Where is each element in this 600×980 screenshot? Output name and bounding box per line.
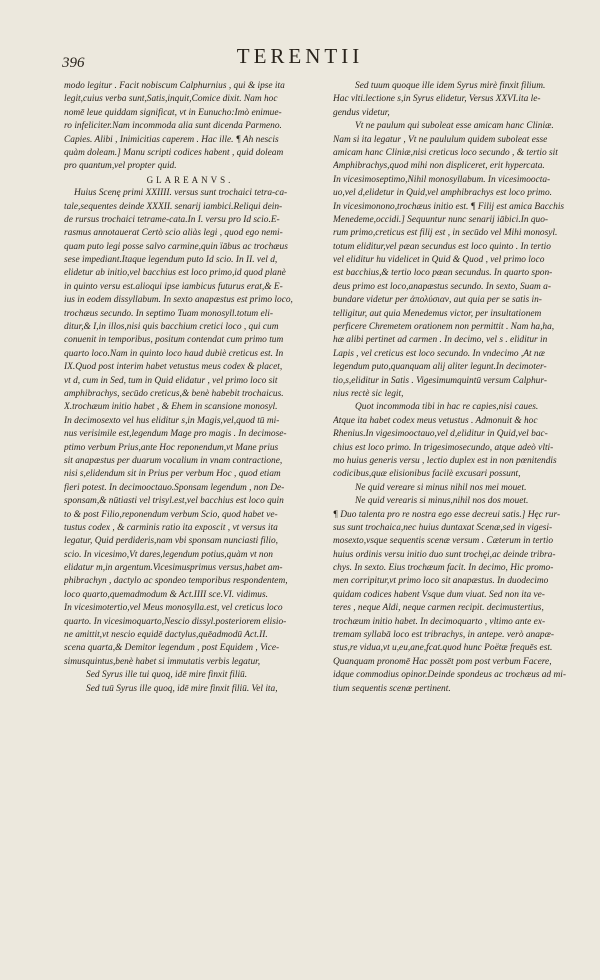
verse-line: Ne quid verearis si minus,nihil nos dos mouet. xyxy=(355,496,529,507)
text-line: loco quarto,quemadmodum & Act.IIII sce.VI. vidimus. xyxy=(64,589,268,600)
text-line: legit,cuius verba sunt,Satis,inquit,Comice dixit. Nam hoc xyxy=(64,94,278,105)
right-column xyxy=(333,80,595,696)
text-line: legatur, Quid perdideris,nam vbi sponsam nunciasti filio, xyxy=(64,536,278,547)
text-line: chius est loco primo. In trigesimosecundo, atque adeò vlti- xyxy=(333,442,554,453)
text-line: idque commodius opinor.Deinde spondeus ac trochæus ad mi- xyxy=(333,670,566,681)
text-line: fieri potest. In decimooctauo.Sponsam legendum , non De- xyxy=(64,482,285,493)
text-line: amphibrachys, secūdo creticus,& benè habebit trochaicus. xyxy=(64,388,284,399)
text-line: In vicesimoseptimo,Nihil monosyllabum. In vicesimoocta- xyxy=(333,174,551,185)
page-number: 396 xyxy=(62,55,85,71)
text-line: in quinto versu est.alioqui ipse iambicus futurus erat,& E- xyxy=(64,281,283,292)
text-line: scio. In vicesimo,Vt dares,legendum potius,quàm vt non xyxy=(64,549,273,560)
section-heading: GLAREANVS. xyxy=(146,174,234,185)
text-line: gendus videtur, xyxy=(333,107,390,118)
text-line: legendum puto,quanquam alij aliter legunt.In decimoter- xyxy=(333,362,547,373)
text-line: Menedeme,occidi.] Sequuntur nunc senarij iābici.In quo- xyxy=(333,214,549,225)
verse-line: Ne quid vereare si minus nihil nos mei mouet. xyxy=(355,482,527,493)
text-line: sus sunt trochaica,nec huius duntaxat Scenæ,sed in vigesi- xyxy=(333,522,553,533)
text-line: Huius Scenę primi XXIIII. versus sunt trochaici tetra-ca- xyxy=(74,188,288,199)
text-line: Atque ita habet codex meus vetustus . Admonuit & hoc xyxy=(333,415,538,426)
text-line: huius ordinis versu initio duo sunt trochęi,ac deinde tribra- xyxy=(333,549,556,560)
text-line: X.trochæum initio habet , & Ehem in scansione monosyl. xyxy=(64,402,278,413)
text-line: nomē leue quiddam significat, vt in Eunucho:Imò enimue- xyxy=(64,107,282,118)
text-line: In vicesimonono,trochæus initio est. ¶ Filij est amica Bacchis xyxy=(333,201,565,212)
text-line: mosexto,vsque sequentis scenæ versum . Cæterum in tertio xyxy=(333,536,554,547)
text-line: tio,s,eliditur in Satis . Vigesimumquintū versum Calphur- xyxy=(333,375,547,386)
text-line: Hac vlti.lectione s,in Syrus elidetur, Versus XXVI.ita le- xyxy=(333,94,541,105)
text-line: Amphibrachys,quod mihi non displiceret, erit hypercata. xyxy=(333,161,545,172)
text-line: sese impediant.Itaque legendum puto Id scio. In II. vel d, xyxy=(64,255,278,266)
text-line: rasmus annotauerat Certò scio aliàs legi , quod ego nemi- xyxy=(64,228,283,239)
text-line: scena quarta,& Demitor legendum , post Equidem , Vice- xyxy=(64,643,280,654)
text-line: vel eliditur hu videlicet in Quid & Quod , vel primo loco xyxy=(333,255,545,266)
text-line: In vicesimotertio,vel Meus monosylla.est, vel creticus loco xyxy=(64,603,283,614)
text-line: elidatur m,in argentum.Vicesimusprimus versus,habet am- xyxy=(64,563,283,574)
text-line: quarto. In vicesimoquarto,Nescio dissyl.posteriorem elisio- xyxy=(64,616,287,627)
text-line: vt d, cum in Sed, tum in Quid elidatur , vel primo loco sit xyxy=(64,375,278,386)
text-line: quidam codices habent Vsque dum viuat. Sed non ita ve- xyxy=(333,589,545,600)
text-line: amicam hanc Cliniæ,nisi creticus loco secundo , & tertio sit xyxy=(333,147,558,158)
text-line: IX.Quod post interim habet vetustus meus codex & placet, xyxy=(64,362,283,373)
text-line: ¶ Duo talenta pro re nostra ego esse decreui satis.] Hęc rur- xyxy=(333,509,561,520)
text-line: ditur,& I,in illos,nisi quis bacchium cretici loco , qui cum xyxy=(64,322,279,333)
left-column xyxy=(64,80,316,696)
text-line: trochæum initio habet. In decimoquarto , vltimo ante ex- xyxy=(333,616,546,627)
text-line: sit anapæstus per duarum vocalium in vnam contractione, xyxy=(64,455,283,466)
text-line: tremam syllabā loco est tribrachys, in antepe. verò anapæ- xyxy=(333,630,554,641)
text-line: rum primo,creticus est filij est , in secūdo vel Mihi monosyl. xyxy=(333,228,558,239)
verse-line: Quot incommoda tibi in hac re capies,nisi caues. xyxy=(355,402,539,413)
text-line: Capies. Alibi , Inimicitias caperem . Hac ille. ¶ Ah nescis xyxy=(64,134,279,145)
text-line: hæ alibi pertinet ad carmen . In decimo, vel s . eliditur in xyxy=(333,335,548,346)
text-line: teres , neque Aldi, neque carmen recipit. decimustertius, xyxy=(333,603,544,614)
text-line: totum eliditur,vel pæan secundus est loco quinto . In tertio xyxy=(333,241,551,252)
text-line: stus,re vidua,vt u,eu,ane,fcat.quod hunc Poëtæ frequēs est. xyxy=(333,643,553,654)
text-line: quarto loco.Nam in quinto loco haud dubiè creticus est. In xyxy=(64,348,284,359)
text-line: ne amittit,vt nescio equidē dactylus,quēadmodū Act.II. xyxy=(64,630,268,641)
text-line: deus primo est loco,anapæstus secundo. In sexto, Suam a- xyxy=(333,281,551,292)
text-line: mo huius generis versu , lectio duplex est in non pœnitendis xyxy=(333,455,557,466)
text-line: ius in eodem dissyllabum. In sexto anapæstus est primo loco, xyxy=(64,295,293,306)
text-line: Quanquam pronomē Hac possēt pom post verbum Facere, xyxy=(333,656,552,667)
text-line: simusquintus,benè habet si immutatis verbis legatur, xyxy=(64,656,261,667)
text-line: sponsam,& nūtiasti vel trisyl.est,vel bacchius est loco quin xyxy=(64,496,284,507)
text-line: tustus codex , & carminis ratio ita exposcit , vt versus ita xyxy=(64,522,278,533)
text-line: bundare videtur per ἀπολύσιαν, aut quia per se satis in- xyxy=(333,295,542,306)
text-line: quàm doleam.] Manu scripti codices habent , quid doleam xyxy=(64,147,284,158)
text-line: uo,vel d,elidetur in Quid,vel amphibrachys est loco primo. xyxy=(333,188,552,199)
text-line: Nam si ita legatur , Vt ne paululum quidem suboleat esse xyxy=(333,134,548,145)
text-line: to & post Filio,reponendum verbum Scio, quod habet ve- xyxy=(64,509,278,520)
verse-line: Sed Syrus ille tui quoq, idē mire finxit filiū. xyxy=(86,670,248,681)
text-line: telligitur, aut quia Menedemus victor, per insultationem xyxy=(333,308,542,319)
text-line: modo legitur . Facit nobiscum Calphurnius , qui & ipse ita xyxy=(64,81,285,91)
verse-line: Vt ne paulum qui suboleat esse amicam hanc Cliniæ. xyxy=(355,121,554,132)
text-line: quam puto legi posse salvo carmine,quin ïābus ac trochæus xyxy=(64,241,288,252)
verse-line: Sed tuū Syrus ille quoq, idē mire finxit filiū. Vel ita, xyxy=(86,683,278,694)
text-line: tale,sequentes deinde XXXII. senarij iambici.Reliqui dein- xyxy=(64,201,283,212)
text-line: Rhenius.In vigesimooctauo,vel d,eliditur in Quid,vel bac- xyxy=(333,429,548,440)
text-line: elidetur ab initio,vel bacchius est loco primo,id quod planè xyxy=(64,268,286,279)
text-line: trochæus secundo. In septimo Tuam monosyll.totum eli- xyxy=(64,308,274,319)
text-line: est bacchius,& tertio loco pæan secundus. In quarto spon- xyxy=(333,268,553,279)
text-line: tium sequentis scenæ pertinent. xyxy=(333,683,451,694)
text-line: pro quantum,vel propter quid. xyxy=(64,161,177,172)
text-line: nius rectè sic legit, xyxy=(333,388,404,399)
text-line: Lapis , vel creticus est loco secundo. In vndecimo ,At næ xyxy=(333,348,545,359)
text-line: In decimosexto vel hus eliditur s,in Magis,vel,quod tū mi- xyxy=(64,415,280,426)
text-line: conuenit in temporibus, positum contendat cum primo tum xyxy=(64,335,284,346)
text-line: de rursus trochaici tetrame-cata.In I. versu pro Id scio.E- xyxy=(64,214,280,225)
text-line: ro infeliciter.Nam incommoda alia sunt dicenda Parmeno. xyxy=(64,121,282,132)
text-line: ptimo verbum Prius,ante Hoc reponendum,vt Mane prius xyxy=(64,442,279,453)
text-line: codicibus,quæ elisionibus facilè excusari possunt, xyxy=(333,469,521,480)
text-line: nisi s,elidendum sit in Prius per verbum Hoc , quod etiam xyxy=(64,469,281,480)
text-line: chys. In sexto. Eius trochæum facit. In decimo, Hic promo- xyxy=(333,563,554,574)
text-line: men corripitur,vt primo loco sit anapæstus. In duodecimo xyxy=(333,576,549,587)
text-line: perficere Chremetem orationem non permittit . Nam ha,ha, xyxy=(333,322,555,333)
text-line: nus verisimile est,legendum Mage pro magis . In decimose- xyxy=(64,429,287,440)
running-head: TERENTII xyxy=(236,44,364,68)
verse-line: Sed tuum quoque ille idem Syrus mirè finxit filium. xyxy=(355,81,546,91)
text-line: phibrachyn , dactylo ac spondeo temporibus respondentem, xyxy=(64,576,288,587)
